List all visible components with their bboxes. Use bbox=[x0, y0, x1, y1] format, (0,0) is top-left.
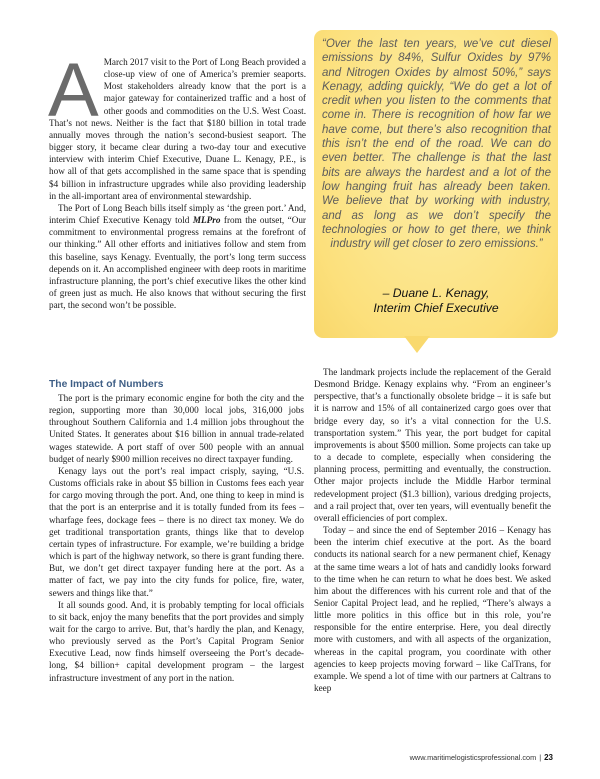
intro-p2-before: The Port of Long Beach bills itself simply as ‘the green port.’ And, interim Chief Executive Kenagy told bbox=[49, 202, 306, 226]
page-number: 23 bbox=[544, 753, 553, 762]
section-heading: The Impact of Numbers bbox=[49, 379, 164, 390]
intro-paragraph bbox=[48, 48, 306, 202]
drop-cap: A bbox=[48, 48, 99, 133]
intro-text-block bbox=[48, 48, 306, 311]
pull-quote-text: “Over the last ten years, we’ve cut diesel emissions by 84%, Sulfur Oxides by 97% and Nitrogen Oxides by almost 50%,” says Kenagy, adding quickly, “We do get a lot of credit when you listen to the comments that come in. There is recognition of how far we have come, but there’s also recognition that this isn’t the end of the road. We can do even better. The challenge is that the last bits are always the hardest and a lot of the low hanging fruit has already been taken. We believe that by working with industry, and as long as we don’t specify the technologies or how to get there, we think industry will get closer to zero emissions.” bbox=[322, 38, 551, 251]
quote-author: – Duane L. Kenagy, bbox=[382, 286, 490, 300]
page-footer bbox=[410, 753, 553, 762]
right-paragraph-2: Today – and since the end of September 2016 – Kenagy has been the interim chief executive at the port. As the board conducts its national search for a new permanent chief, Kenagy at the same time wears a lot of hats and candidly looks forward to the time when he can return to what he does best. We asked him about the differences with his current role and that of the Senior Capital Project lead, and he replied, “There’s always a little more politics in this office but in this role, you’re responsible for the entire enterprise. Here, you deal directly more with customers, and with all aspects of the organization, whereas in the capital program, you coordinate with other agencies to keep projects moving forward – like CalTrans, for example. We spend a lot of time with our partners at Caltrans to keep bbox=[314, 525, 551, 694]
intro-p2-after: from the outset, “Our commitment to environmental progress remains at the forefront of our thinking.” All other efforts and initiatives follow and stem from this baseline, says Kenagy. Eventually, the port’s long term success depends on it. An accomplished engineer with deep roots in maritime infrastructure planning, the port’s chief executive likes the other kind of green just as much. He also knows that without securing the first part, the second won’t be possible. bbox=[49, 215, 306, 311]
left-paragraph-2: Kenagy lays out the port’s real impact crisply, saying, “U.S. Customs officials rake in about $5 billion in Customs fees each year for cargo moving through the port. And, one thing to keep in mind is that the port is an enterprise and it is totally funded from its fees – wharfage fees, dockage fees – there is no direct tax money. We do get traditional transportation grants, things like that to develop certain types of infrastructure. For example, we’re building a bridge which is part of the highway network, so there is grant funding there. But, we don’t get direct taxpayer funding here at the port. As a matter of fact, we pay into the city funds for police, fire, water, sewers and things like that.” bbox=[49, 465, 304, 598]
mlpro-brand: MLPro bbox=[192, 215, 221, 226]
left-column bbox=[49, 378, 304, 684]
left-paragraph-1: The port is the primary economic engine for both the city and the region, supporting more than 30,000 local jobs, 316,000 jobs throughout Southern California and 1.4 million jobs throughout the United States. It generates about $16 billion in annual trade-related wages statewide. A port staff of over 500 people with an annual budget of nearly $900 million receives no direct taxpayer funding. bbox=[49, 393, 304, 464]
right-paragraph-1: The landmark projects include the replacement of the Gerald Desmond Bridge. Kenagy explains why. “From an engineer’s perspective, that’s a functionally obsolete bridge – it is safe but it is narrow and 15% of all containerized cargo goes over that bridge every day, so it’s a vital connection for the U.S. transportation system.” This year, the port budget for capital improvements is about $500 million. Some projects can take up to a decade to complete, especially when considering the planning process, permitting and eventually, the construction. Other major projects include the Middle Harbor terminal redevelopment project ($1.3 billion), various dredging projects, and a rail project that, over ten years, will eventually benefit the overall efficiencies of port complex. bbox=[314, 367, 551, 523]
pull-quote-tail bbox=[404, 336, 430, 353]
quote-author-title: Interim Chief Executive bbox=[373, 301, 499, 315]
pull-quote-attribution bbox=[314, 286, 558, 316]
footer-separator: | bbox=[539, 753, 542, 762]
intro-paragraph-text: March 2017 visit to the Port of Long Beach provided a close-up view of one of America’s premier seaports. Most stakeholders already know that the port is a major gateway for containerized traffic and a host of other goods and commodities on the U.S. West Coast. That’s not news. Neither is the fact that $180 billion in total trade annually moves through the nation’s second-busiest seaport. The bigger story, it became clear during a two-day tour and executive interview with interim Chief Executive, Duane L. Kenagy, P.E., is how all of that gets accomplished in the same space that is spending $4 billion in infrastructure upgrades while also providing leadership in the all-important area of environmental stewardship. bbox=[49, 57, 306, 201]
right-column bbox=[314, 366, 551, 694]
left-paragraph-3: It all sounds good. And, it is probably tempting for local officials to sit back, enjoy the many benefits that the port provides and simply wait for the cargo to arrive. But, that’s hardly the plan, and Kenagy, who previously served as the Port’s Capital Program Senior Executive Lead, now finds himself overseeing the Port’s decade-long, $4 billion+ capital development program – the largest infrastructure investment of any port in the nation. bbox=[49, 599, 304, 683]
footer-url[interactable]: www.maritimelogisticsprofessional.com bbox=[409, 753, 537, 762]
intro-paragraph-2 bbox=[49, 202, 306, 311]
